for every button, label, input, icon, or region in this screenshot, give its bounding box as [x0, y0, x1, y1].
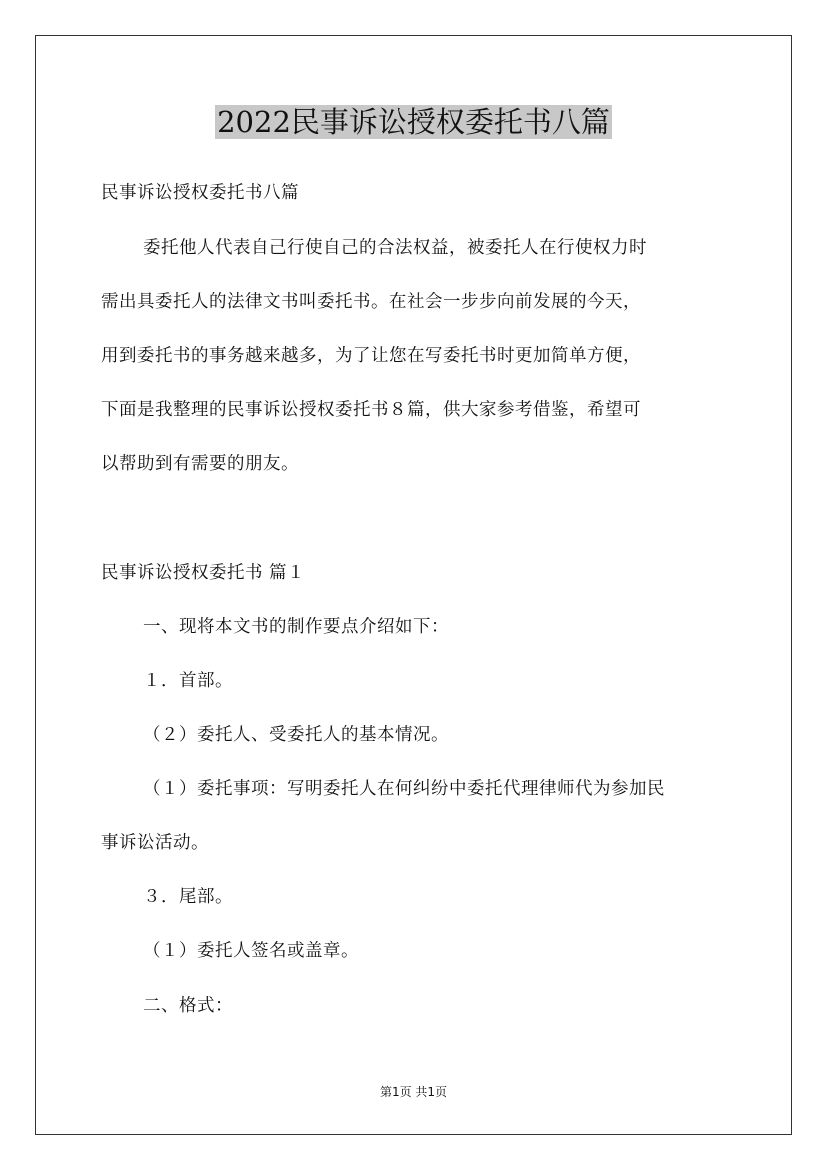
intro-line-4: 下面是我整理的民事诉讼授权委托书８篇，供大家参考借鉴，希望可: [101, 400, 641, 420]
document-title-wrap: [0, 102, 827, 142]
intro-line-5: 以帮助到有需要的朋友。: [101, 454, 299, 474]
document-subtitle: 民事诉讼授权委托书八篇: [101, 183, 299, 203]
intro-line-1: 委托他人代表自己行使自己的合法权益，被委托人在行使权力时: [143, 238, 647, 258]
item-line-7: （１）委托人签名或盖章。: [143, 941, 359, 961]
item-line-5: 事诉讼活动。: [101, 833, 209, 853]
intro-line-3: 用到委托书的事务越来越多，为了让您在写委托书时更加简单方便，: [101, 346, 641, 366]
item-line-4: （１）委托事项：写明委托人在何纠纷中委托代理律师代为参加民: [143, 779, 665, 799]
item-line-8: 二、格式：: [143, 996, 233, 1016]
item-line-1: 一、现将本文书的制作要点介绍如下：: [143, 617, 449, 637]
item-line-2: １．首部。: [143, 671, 233, 691]
intro-line-2: 需出具委托人的法律文书叫委托书。在社会一步步向前发展的今天，: [101, 292, 641, 312]
item-line-3: （２）委托人、受委托人的基本情况。: [143, 725, 449, 745]
document-title: 2022民事诉讼授权委托书八篇: [217, 105, 610, 139]
item-line-6: ３．尾部。: [143, 887, 233, 907]
page-footer: 第1页 共1页: [379, 1085, 448, 1099]
section-heading: 民事诉讼授权委托书 篇１: [101, 563, 306, 583]
